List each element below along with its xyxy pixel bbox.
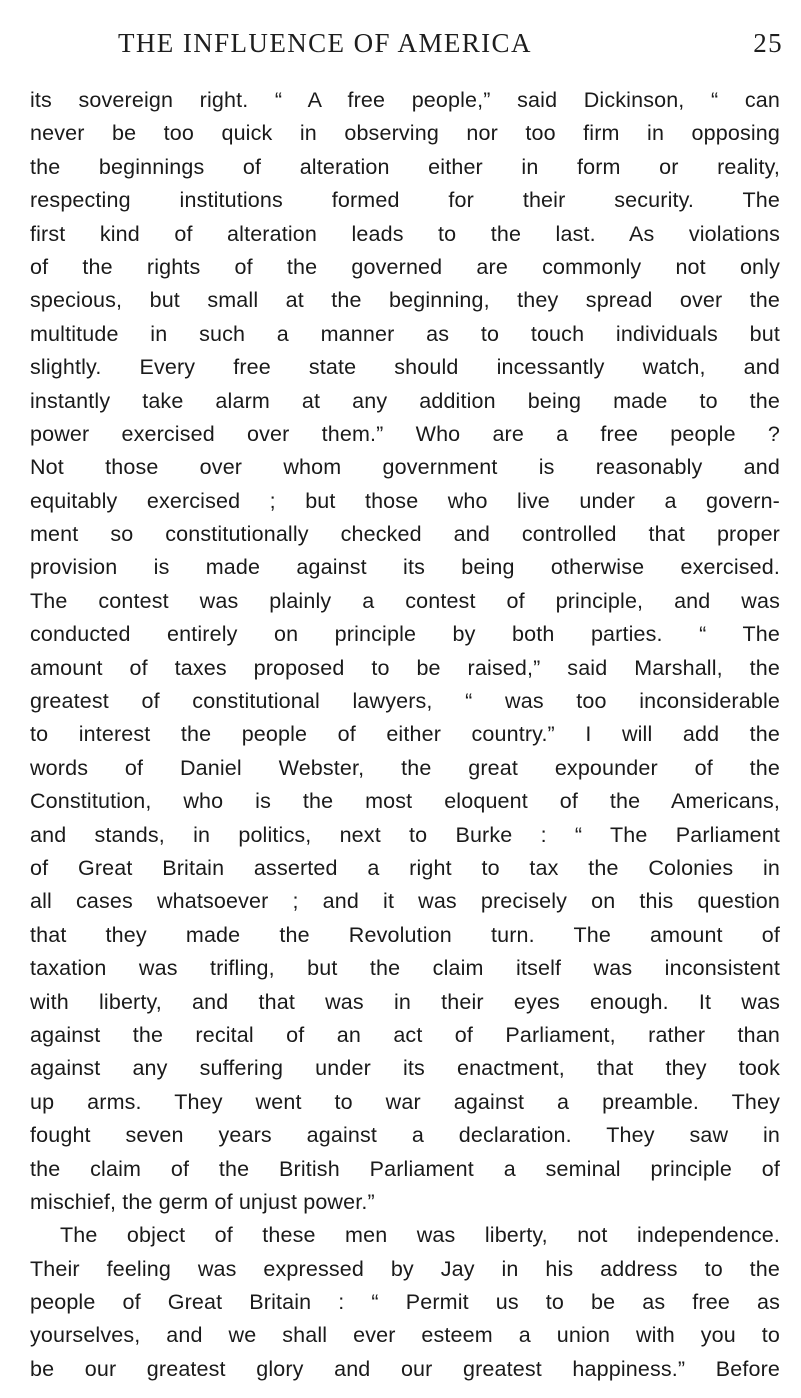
text-line: that they made the Revolution turn. The amount of (30, 922, 780, 947)
text-line: be our greatest glory and our greatest happiness.” Before (30, 1356, 780, 1381)
paragraph-end-line: mischief, the germ of unjust power.” (30, 1189, 375, 1214)
text-line: to interest the people of either country.” I will add the (30, 722, 780, 747)
text-line: Not those over whom government is reasonably and (30, 455, 780, 480)
text-line: up arms. They went to war against a preamble. They (30, 1089, 780, 1114)
text-line: equitably exercised ; but those who live under a govern- (30, 488, 780, 513)
text-line: instantly take alarm at any addition being made to the (30, 388, 780, 413)
text-line: specious, but small at the beginning, they spread over the (30, 288, 780, 313)
text-line: against the recital of an act of Parliament, rather than (30, 1022, 780, 1047)
running-title: THE INFLUENCE OF AMERICA (118, 28, 532, 58)
text-line: the beginnings of alteration either in form or reality, (30, 154, 780, 179)
text-line: with liberty, and that was in their eyes enough. It was (30, 989, 780, 1014)
text-line: of the rights of the governed are commonly not only (30, 254, 780, 279)
page-number: 25 (753, 28, 783, 58)
text-line: provision is made against its being otherwise exercised. (30, 555, 780, 580)
text-line: all cases whatsoever ; and it was precisely on this question (30, 889, 780, 914)
text-line: respecting institutions formed for their security. The (30, 188, 780, 213)
text-line: fought seven years against a declaration. They saw in (30, 1123, 780, 1148)
text-line: against any suffering under its enactment, that they took (30, 1056, 780, 1081)
text-line: never be too quick in observing nor too firm in opposing (30, 121, 780, 146)
text-line: taxation was trifling, but the claim itself was inconsistent (30, 956, 780, 981)
body-text (30, 84, 780, 1386)
paragraph-start-line: The object of these men was liberty, not independence. (60, 1223, 780, 1248)
text-line: multitude in such a manner as to touch individuals but (30, 321, 780, 346)
text-line: The contest was plainly a contest of principle, and was (30, 588, 780, 613)
text-line: of Great Britain asserted a right to tax the Colonies in (30, 855, 780, 880)
text-line: yourselves, and we shall ever esteem a union with you to (30, 1323, 780, 1348)
text-line: Their feeling was expressed by Jay in his address to the (30, 1256, 780, 1281)
text-line: amount of taxes proposed to be raised,” said Marshall, the (30, 655, 780, 680)
text-line: power exercised over them.” Who are a free people ? (30, 421, 780, 446)
text-line: Constitution, who is the most eloquent of the Americans, (30, 789, 780, 814)
text-line: people of Great Britain : “ Permit us to be as free as (30, 1290, 780, 1315)
text-line: greatest of constitutional lawyers, “ was too inconsiderable (30, 689, 780, 714)
text-line: ment so constitutionally checked and controlled that proper (30, 522, 780, 547)
text-line: slightly. Every free state should incessantly watch, and (30, 355, 780, 380)
text-line: conducted entirely on principle by both parties. “ The (30, 622, 780, 647)
running-head (118, 28, 783, 68)
text-line: the claim of the British Parliament a seminal principle of (30, 1156, 780, 1181)
text-line: first kind of alteration leads to the last. As violations (30, 221, 780, 246)
text-line: and stands, in politics, next to Burke : “ The Parliament (30, 822, 780, 847)
text-line: words of Daniel Webster, the great expounder of the (30, 755, 780, 780)
text-line: its sovereign right. “ A free people,” said Dickinson, “ can (30, 88, 780, 112)
